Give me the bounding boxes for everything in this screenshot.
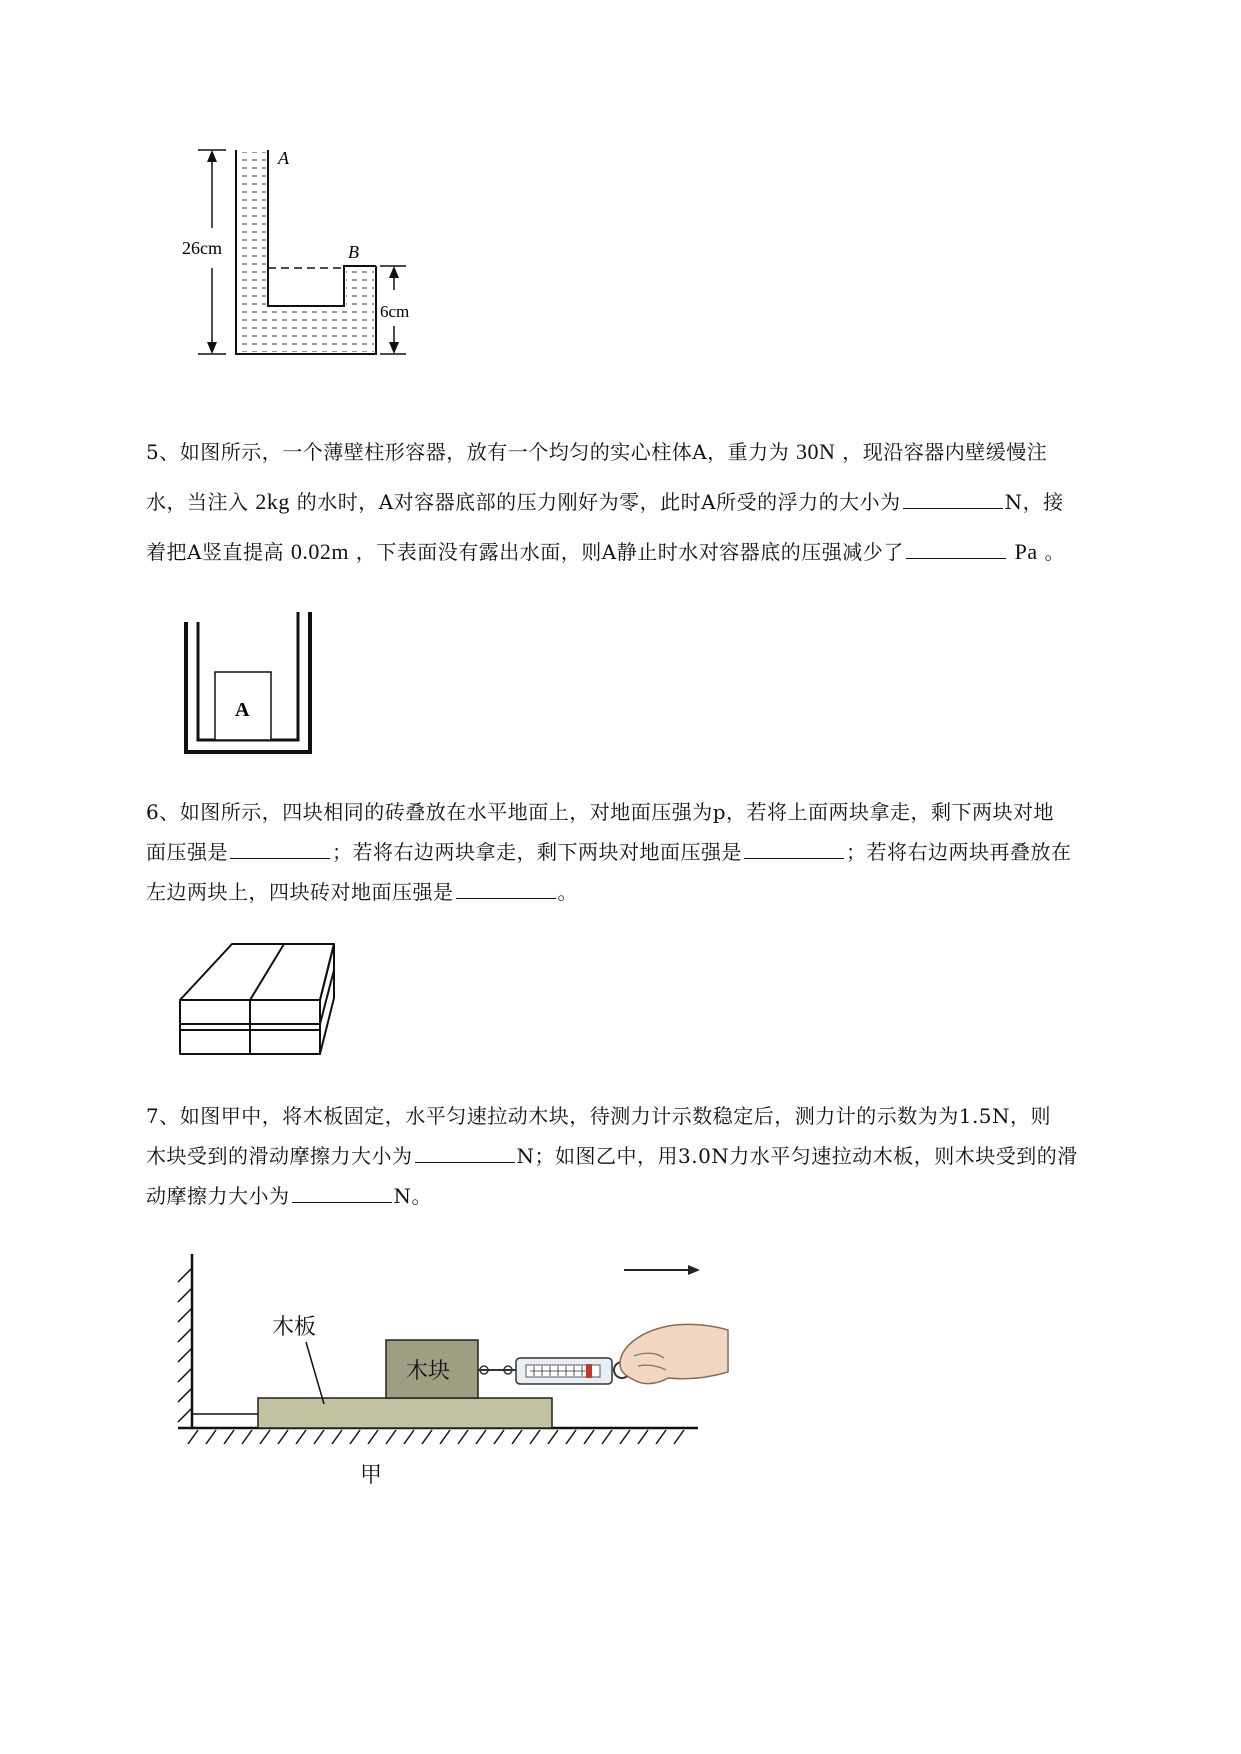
friction-experiment-figure bbox=[168, 1248, 788, 1488]
q7-line-1: 7、如图甲中，将木板固定，水平匀速拉动木块，待测力计示数稳定后，测力计的示数为为1.5N，则 bbox=[146, 1104, 1052, 1128]
q7-blank-2[interactable] bbox=[292, 1184, 392, 1203]
q5-line-3: 着把A竖直提高 0.02m ，下表面没有露出水面，则A静止时水对容器底的压强减少了 Pa 。 bbox=[146, 539, 1065, 564]
q6-blank-1[interactable] bbox=[230, 840, 330, 859]
q6-blank-2[interactable] bbox=[744, 840, 844, 859]
board-label: 木板 bbox=[272, 1315, 317, 1340]
q7-line-3: 动摩擦力大小为 N。 bbox=[146, 1184, 432, 1208]
container-with-block-figure bbox=[180, 612, 320, 762]
question-7 bbox=[146, 1100, 1146, 1220]
q5-line-2: 水，当注入 2kg 的水时，A对容器底部的压力刚好为零，此时A所受的浮力的大小为 N，接 bbox=[146, 489, 1064, 514]
label-26cm: 26cm bbox=[182, 238, 222, 258]
q7-blank-1[interactable] bbox=[415, 1144, 515, 1163]
block-a-label: A bbox=[235, 699, 250, 721]
figure-caption: 甲 bbox=[360, 1463, 383, 1488]
stacked-bricks-figure bbox=[172, 936, 340, 1060]
q5-lift: 0.02m bbox=[290, 539, 349, 564]
block-label: 木块 bbox=[406, 1359, 451, 1384]
q5-blank-2[interactable] bbox=[906, 540, 1006, 559]
label-b: B bbox=[348, 242, 359, 262]
hand-icon bbox=[620, 1324, 728, 1383]
wooden-board bbox=[258, 1398, 552, 1428]
q5-blank-1[interactable] bbox=[903, 490, 1003, 509]
q6-blank-3[interactable] bbox=[456, 880, 556, 899]
label-a: A bbox=[278, 148, 289, 168]
q5-line-1: 5、如图所示，一个薄壁柱形容器，放有一个均匀的实心柱体A，重力为 30N ，现沿容器内壁缓慢注 bbox=[146, 439, 1048, 464]
q6-line-2: 面压强是 ；若将右边两块拿走，剩下两块对地面压强是 ；若将右边两块再叠放在 bbox=[146, 840, 1072, 864]
q5-mass: 2kg bbox=[255, 489, 290, 514]
q5-weight: 30N bbox=[796, 439, 836, 464]
q7-line-2: 木块受到的滑动摩擦力大小为 N；如图乙中，用3.0N力水平匀速拉动木板，则木块受到的滑 bbox=[146, 1144, 1078, 1168]
q6-line-1: 6、如图所示，四块相同的砖叠放在水平地面上，对地面压强为p，若将上面两块拿走，剩下两块对地 bbox=[146, 800, 1055, 824]
q6-line-3: 左边两块上，四块砖对地面压强是 。 bbox=[146, 880, 578, 904]
question-5 bbox=[146, 436, 1146, 596]
label-6cm: 6cm bbox=[380, 302, 410, 321]
spring-scale bbox=[516, 1358, 630, 1384]
l-shaped-container-figure bbox=[182, 140, 450, 400]
question-6 bbox=[146, 796, 1146, 916]
